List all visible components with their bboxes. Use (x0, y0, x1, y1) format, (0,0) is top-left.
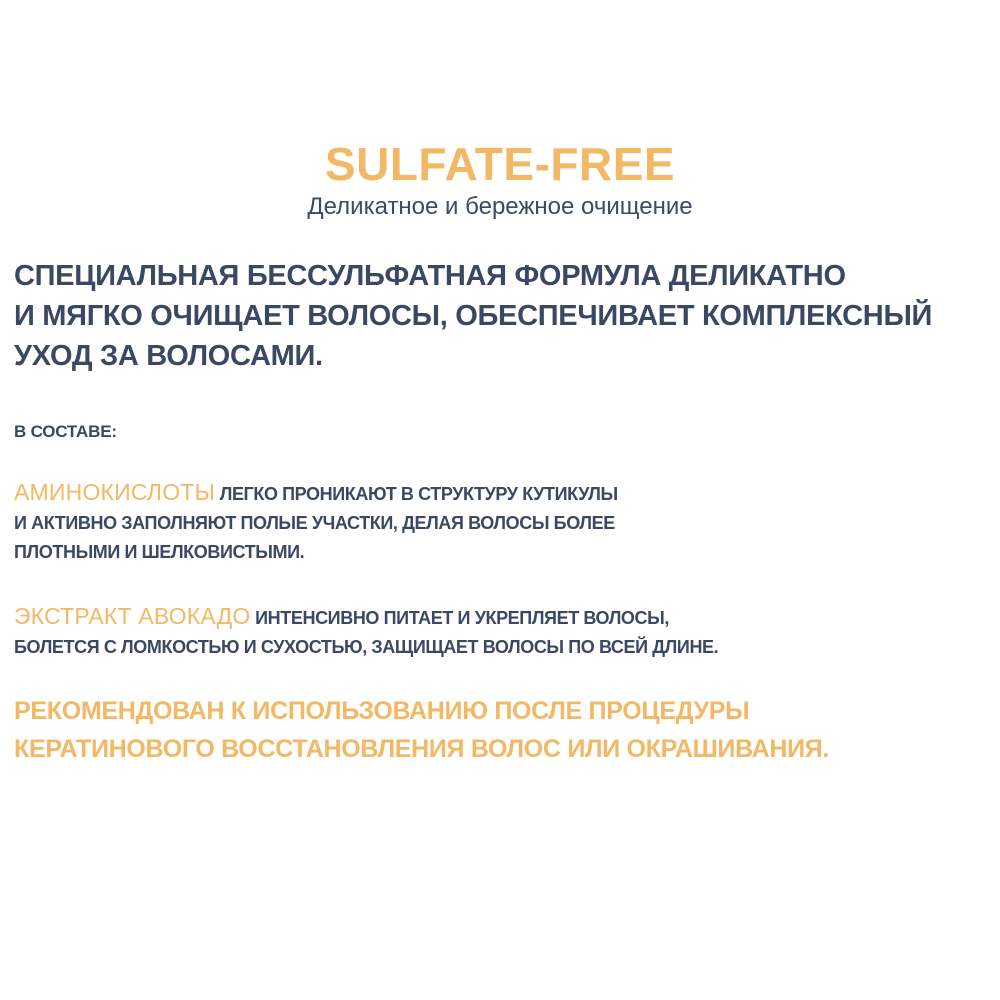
lead-line: УХОД ЗА ВОЛОСАМИ. (14, 340, 323, 372)
recommendation-line: РЕКОМЕНДОВАН К ИСПОЛЬЗОВАНИЮ ПОСЛЕ ПРОЦЕДУРЫ (14, 697, 750, 725)
ingredient-name: АМИНОКИСЛОТЫ (14, 479, 216, 505)
lead-line: СПЕЦИАЛЬНАЯ БЕССУЛЬФАТНАЯ ФОРМУЛА ДЕЛИКАТНО (14, 260, 846, 292)
ingredient-amino-acids (14, 478, 618, 567)
lead-paragraph (14, 256, 984, 376)
page-title: SULFATE-FREE (324, 138, 676, 190)
ingredient-text-line: ПЛОТНЫМИ И ШЕЛКОВИСТЫМИ. (14, 542, 305, 562)
ingredient-first-line (14, 602, 718, 633)
ingredient-avocado-extract (14, 602, 718, 662)
ingredient-text-line: И АКТИВНО ЗАПОЛНЯЮТ ПОЛЫЕ УЧАСТКИ, ДЕЛАЯ ВОЛОСЫ БОЛЕЕ (14, 513, 615, 533)
recommendation-line: КЕРАТИНОВОГО ВОССТАНОВЛЕНИЯ ВОЛОС ИЛИ ОКРАШИВАНИЯ. (14, 735, 830, 763)
composition-label: В СОСТАВЕ: (14, 422, 117, 441)
ingredient-name: ЭКСТРАКТ АВОКАДО (14, 603, 251, 629)
ingredient-first-line (14, 478, 618, 509)
ingredient-text: ИНТЕНСИВНО ПИТАЕТ И УКРЕПЛЯЕТ ВОЛОСЫ, (255, 608, 669, 628)
recommendation (14, 692, 829, 768)
ingredient-text: ЛЕГКО ПРОНИКАЮТ В СТРУКТУРУ КУТИКУЛЫ (219, 484, 618, 504)
lead-line: И МЯГКО ОЧИЩАЕТ ВОЛОСЫ, ОБЕСПЕЧИВАЕТ КОМПЛЕКСНЫЙ (14, 300, 933, 332)
ingredient-text-line: БОЛЕТСЯ С ЛОМКОСТЬЮ И СУХОСТЬЮ, ЗАЩИЩАЕТ ВОЛОСЫ ПО ВСЕЙ ДЛИНЕ. (14, 637, 719, 657)
page-subtitle: Деликатное и бережное очищение (307, 193, 693, 220)
header (0, 136, 1000, 222)
